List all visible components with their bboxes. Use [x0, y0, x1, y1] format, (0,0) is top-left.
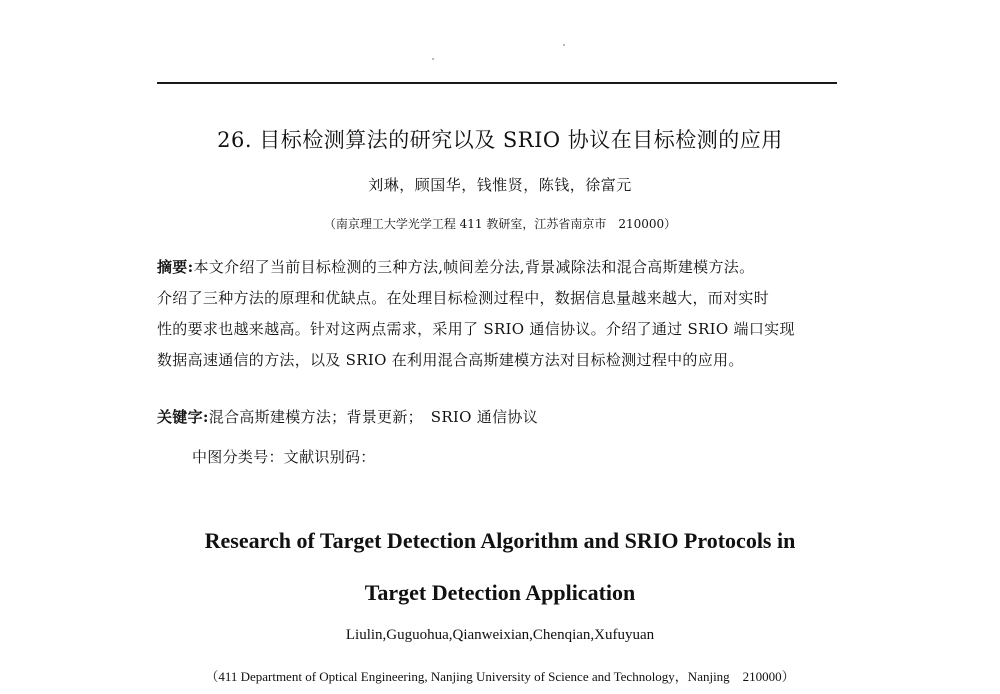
classification-number: 中图分类号：文献识别码：: [192, 448, 376, 466]
chinese-title: 26. 目标检测算法的研究以及 SRIO 协议在目标检测的应用: [217, 128, 783, 152]
keywords: [157, 406, 538, 427]
abstract-label: 摘要:: [157, 258, 194, 276]
scan-speck: [563, 44, 565, 46]
chinese-abstract: [157, 252, 847, 376]
abstract-text: 本文介绍了当前目标检测的三种方法,帧间差分法,背景减除法和混合高斯建模方法。: [193, 258, 755, 276]
english-title-line-2: Target Detection Application: [364, 580, 636, 605]
chinese-authors: 刘琳，顾国华，钱惟贤，陈钱，徐富元: [368, 176, 632, 194]
abstract-line: [157, 252, 847, 283]
english-authors: Liulin,Guguohua,Qianweixian,Chenqian,Xufuyuan: [345, 627, 655, 643]
header-rule: [157, 82, 837, 84]
chinese-affiliation: （南京理工大学光学工程 411 教研室，江苏省南京市 210000）: [323, 217, 677, 231]
abstract-line: 性的要求也越来越高。针对这两点需求，采用了 SRIO 通信协议。介绍了通过 SRIO 端口实现: [157, 320, 795, 338]
keywords-label: 关键字:: [157, 408, 209, 426]
english-affiliation: （411 Department of Optical Engineering, Nanjing University of Science and Technology，Nanjing 210000）: [205, 669, 795, 684]
scan-speck: [432, 58, 434, 60]
abstract-line: 数据高速通信的方法，以及 SRIO 在利用混合高斯建模方法对目标检测过程中的应用。: [157, 351, 744, 369]
abstract-line: 介绍了三种方法的原理和优缺点。在处理目标检测过程中，数据信息量越来越大，而对实时: [157, 289, 770, 307]
keywords-text: 混合高斯建模方法；背景更新； SRIO 通信协议: [208, 408, 539, 426]
english-title-line-1: Research of Target Detection Algorithm and SRIO Protocols in: [204, 528, 796, 553]
